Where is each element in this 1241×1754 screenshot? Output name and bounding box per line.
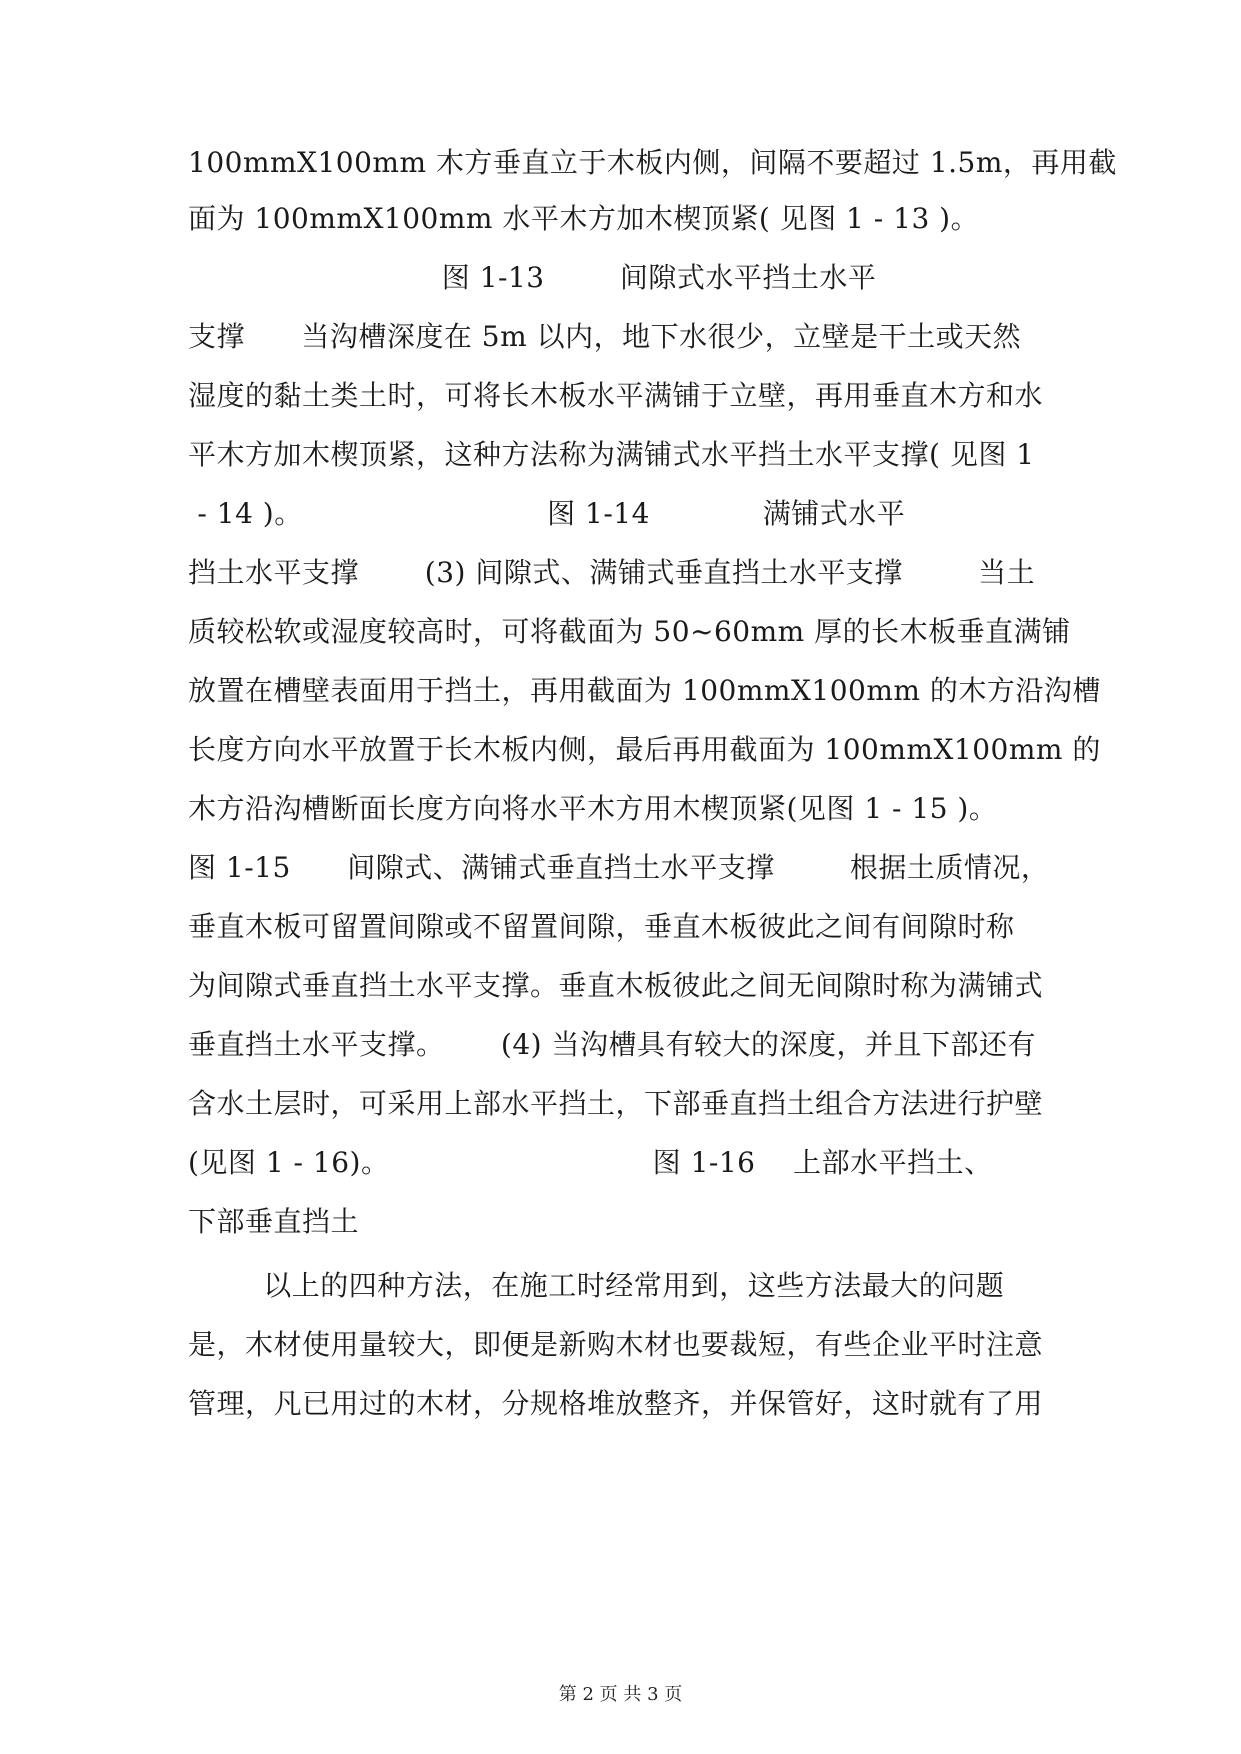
text-line: 为间隙式垂直挡土水平支撑。垂直木板彼此之间无间隙时称为满铺式 bbox=[188, 969, 1044, 1002]
text-line: 垂直木板可留置间隙或不留置间隙，垂直木板彼此之间有间隙时称 bbox=[188, 910, 1015, 943]
text-line: 面为 100mmX100mm 水平木方加木楔顶紧( 见图 1 - 13 )。 bbox=[188, 202, 980, 235]
paragraph-start-line: 以上的四种方法，在施工时经常用到，这些方法最大的问题 bbox=[188, 1269, 1005, 1302]
text-line: 下部垂直挡土 bbox=[188, 1205, 360, 1238]
text-line: 长度方向水平放置于长木板内侧，最后再用截面为 100mmX100mm 的 bbox=[188, 733, 1101, 766]
text-line: 湿度的黏土类土时，可将长木板水平满铺于立壁，再用垂直木方和水 bbox=[188, 379, 1044, 412]
text-line: 垂直挡土水平支撑。 (4) 当沟槽具有较大的深度，并且下部还有 bbox=[188, 1028, 1036, 1061]
text-line: 管理，凡已用过的木材，分规格堆放整齐，并保管好，这时就有了用 bbox=[188, 1387, 1044, 1420]
page-number-footer: 第 2 页 共 3 页 bbox=[558, 1684, 683, 1705]
text-line: 图 1-15 间隙式、满铺式垂直挡土水平支撑 根据土质情况， bbox=[188, 851, 1050, 884]
text-line: (见图 1 - 16)。 图 1-16 上部水平挡土、 bbox=[188, 1146, 993, 1179]
text-line: 100mmX100mm 木方垂直立于木板内侧，间隔不要超过 1.5m，再用截 bbox=[188, 146, 1117, 179]
text-line: 平木方加木楔顶紧，这种方法称为满铺式水平挡土水平支撑( 见图 1 bbox=[188, 438, 1035, 471]
figure-caption-line: 图 1-13 间隙式水平挡土水平 bbox=[188, 261, 877, 294]
text-line: 木方沿沟槽断面长度方向将水平木方用木楔顶紧(见图 1 - 15 )。 bbox=[188, 792, 998, 825]
text-line: - 14 )。 图 1-14 满铺式水平 bbox=[188, 497, 906, 530]
text-line: 支撑 当沟槽深度在 5m 以内，地下水很少，立壁是干土或天然 bbox=[188, 320, 1022, 353]
text-line: 质较松软或湿度较高时，可将截面为 50~60mm 厚的长木板垂直满铺 bbox=[188, 615, 1071, 648]
text-line: 是，木材使用量较大，即便是新购木材也要裁短，有些企业平时注意 bbox=[188, 1328, 1044, 1361]
text-line: 挡土水平支撑 (3) 间隙式、满铺式垂直挡土水平支撑 当土 bbox=[188, 556, 1036, 589]
text-line: 含水土层时，可采用上部水平挡土，下部垂直挡土组合方法进行护壁 bbox=[188, 1087, 1044, 1120]
text-line: 放置在槽壁表面用于挡土，再用截面为 100mmX100mm 的木方沿沟槽 bbox=[188, 674, 1101, 707]
